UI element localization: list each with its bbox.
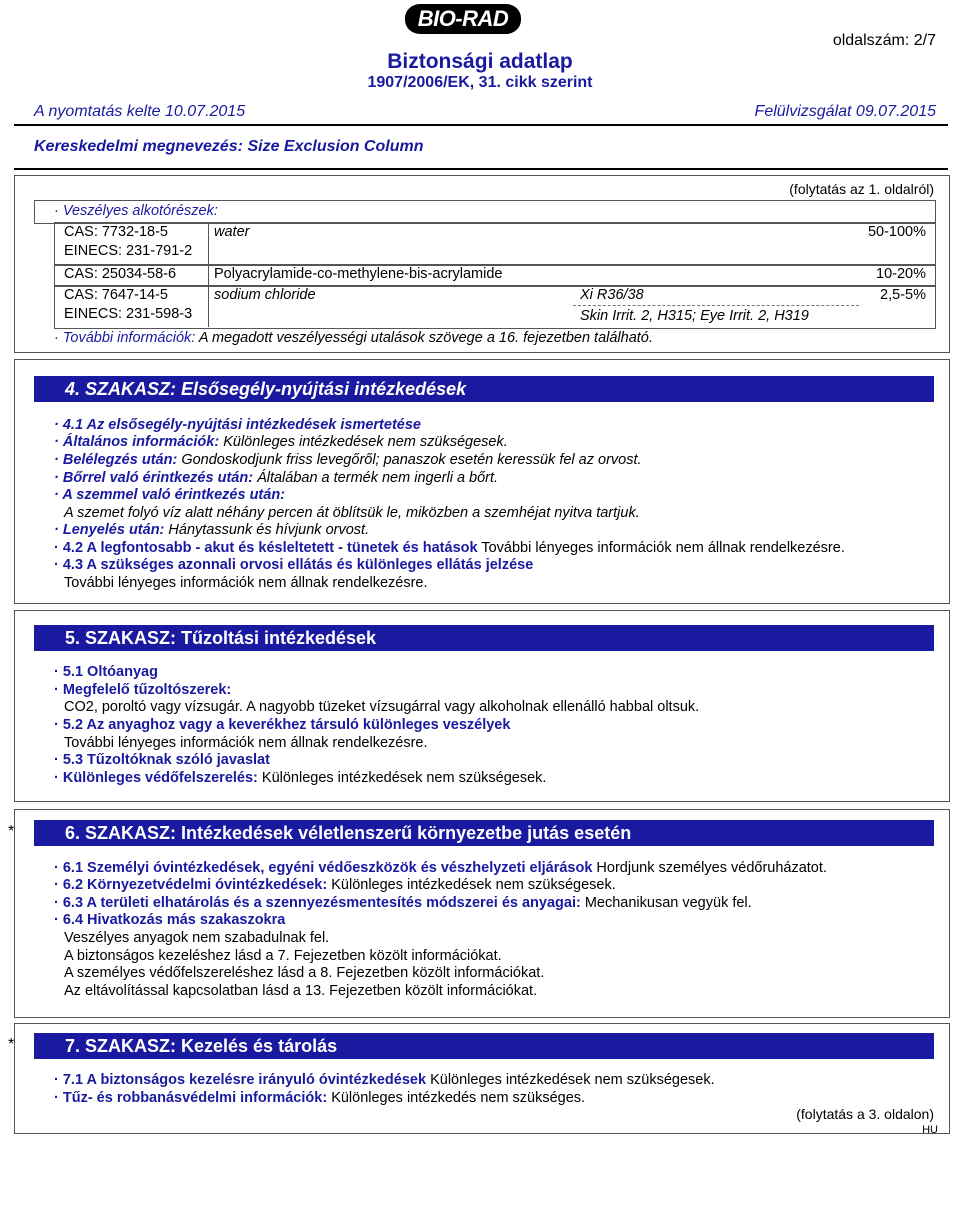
page-number: oldalszám: 2/7 — [832, 32, 936, 49]
s5-l3: CO2, poroltó vagy vízsugár. A nagyobb tüzeket vízsugárral vagy alkoholnak ellenálló habbal oltsuk. — [64, 699, 700, 715]
s4-l8-label: · 4.2 A legfontosabb - akut és késleltetett - tünetek és hatások — [54, 540, 478, 556]
language-code: HU — [922, 1124, 938, 1136]
s6-l1-label: · 6.1 Személyi óvintézkedések, egyéni védőeszközök és vészhelyzeti eljárások — [54, 860, 593, 876]
s5-l2: · Megfelelő tűzoltószerek: — [54, 682, 232, 698]
s6-l2-label: · 6.2 Környezetvédelmi óvintézkedések: — [54, 877, 328, 893]
s4-l8-text: További lényeges információk nem állnak rendelkezésre. — [481, 540, 845, 556]
s4-l4-text: Általában a termék nem ingerli a bőrt. — [257, 470, 499, 486]
s6-l3-label: · 6.3 A területi elhatárolás és a szennyezésmentesítés módszerei és anyagai: — [54, 895, 581, 911]
cas-number: CAS: 25034-58-6 — [64, 266, 177, 282]
s6-l5: Veszélyes anyagok nem szabadulnak fel. — [64, 930, 330, 946]
s6-l4: · 6.4 Hivatkozás más szakaszokra — [54, 912, 286, 928]
section5-title: 5. SZAKASZ: Tűzoltási intézkedések — [34, 625, 934, 651]
document-subtitle: 1907/2006/EK, 31. cikk szerint — [367, 74, 593, 91]
cas-number: CAS: 7732-18-5 — [64, 224, 168, 240]
s6-l3-text: Mechanikusan vegyük fel. — [584, 895, 752, 911]
s4-l2-text: Különleges intézkedések nem szükségesek. — [223, 434, 508, 450]
document-title: Biztonsági adatlap — [387, 50, 573, 73]
einecs-number: EINECS: 231-598-3 — [64, 306, 193, 322]
s4-l1: · 4.1 Az elsősegély-nyújtási intézkedések ismertetése — [54, 417, 421, 433]
row-divider — [208, 264, 209, 285]
s6-l7: A személyes védőfelszereléshez lásd a 8. Fejezetben közölt információkat. — [64, 965, 545, 981]
s5-l4: · 5.2 Az anyaghoz vagy a keverékhez társuló különleges veszélyek — [54, 717, 511, 733]
component-percent: 10-20% — [876, 266, 926, 282]
s4-l3-label: · Belélegzés után: — [54, 452, 178, 468]
s4-l5: · A szemmel való érintkezés után: — [54, 487, 286, 503]
bio-rad-logo: BIO-RAD — [405, 4, 521, 34]
section6-title: 6. SZAKASZ: Intézkedések véletlenszerű környezetbe jutás esetén — [34, 820, 934, 846]
cas-number: CAS: 7647-14-5 — [64, 287, 168, 303]
header-divider — [14, 124, 948, 126]
trade-name: Kereskedelmi megnevezés: Size Exclusion Column — [34, 138, 424, 155]
print-date: A nyomtatás kelte 10.07.2015 — [34, 103, 246, 120]
s7-l2-label: · Tűz- és robbanásvédelmi információk: — [54, 1090, 328, 1106]
section4-title: 4. SZAKASZ: Elsősegély-nyújtási intézkedések — [34, 376, 934, 402]
s4-l2-label: · Általános információk: — [54, 434, 220, 450]
further-info-label: · További információk: — [54, 330, 196, 346]
s5-l5: További lényeges információk nem állnak rendelkezésre. — [64, 735, 428, 751]
s4-l6: A szemet folyó víz alatt néhány percen át öblítsük le, miközben a szemhéjat nyitva tartjuk. — [64, 505, 640, 521]
s6-l8: Az eltávolítással kapcsolatban lásd a 13. Fejezetben közölt információkat. — [64, 983, 538, 999]
classification-clp: Skin Irrit. 2, H315; Eye Irrit. 2, H319 — [580, 308, 809, 324]
component-percent: 2,5-5% — [880, 287, 926, 303]
einecs-number: EINECS: 231-791-2 — [64, 243, 193, 259]
revision-date: Felülvizsgálat 09.07.2015 — [754, 103, 936, 120]
s4-l10: További lényeges információk nem állnak rendelkezésre. — [64, 575, 428, 591]
s5-l1: · 5.1 Oltóanyag — [54, 664, 158, 680]
hazard-heading: · Veszélyes alkotórészek: — [54, 203, 218, 219]
component-name: water — [214, 224, 250, 240]
s6-l6: A biztonságos kezeléshez lásd a 7. Fejezetben közölt információkat. — [64, 948, 502, 964]
s4-l7-label: · Lenyelés után: — [54, 522, 165, 538]
s7-l1-text: Különleges intézkedések nem szükségesek. — [430, 1072, 715, 1088]
s5-l7-label: · Különleges védőfelszerelés: — [54, 770, 258, 786]
section7-title: 7. SZAKASZ: Kezelés és tárolás — [34, 1033, 934, 1059]
classification-dsd: Xi R36/38 — [580, 287, 644, 303]
s4-l9: · 4.3 A szükséges azonnali orvosi ellátás és különleges ellátás jelzése — [54, 557, 534, 573]
s6-l2-text: Különleges intézkedések nem szükségesek. — [331, 877, 616, 893]
continued-to: (folytatás a 3. oldalon) — [796, 1106, 934, 1122]
s4-l4-label: · Bőrrel való érintkezés után: — [54, 470, 254, 486]
tradename-divider — [14, 168, 948, 170]
s7-l2-text: Különleges intézkedés nem szükséges. — [331, 1090, 586, 1106]
s5-l7-text: Különleges intézkedések nem szükségesek. — [261, 770, 547, 786]
classification-divider — [573, 305, 859, 306]
s5-l6: · 5.3 Tűzoltóknak szóló javaslat — [54, 752, 270, 768]
s4-l7-text: Hánytassunk és hívjunk orvost. — [168, 522, 370, 538]
component-percent: 50-100% — [867, 224, 926, 240]
row-divider — [208, 222, 209, 264]
s6-l1-text: Hordjunk személyes védőruházatot. — [596, 860, 827, 876]
change-marker: * — [8, 823, 15, 840]
component-name: sodium chloride — [214, 287, 316, 303]
further-info-text: A megadott veszélyességi utalások szövege a 16. fejezetben található. — [198, 330, 653, 346]
s7-l1-label: · 7.1 A biztonságos kezelésre irányuló óvintézkedések — [54, 1072, 427, 1088]
continued-from: (folytatás az 1. oldalról) — [789, 181, 934, 197]
component-name: Polyacrylamide-co-methylene-bis-acrylamide — [214, 266, 503, 282]
change-marker: * — [8, 1036, 15, 1053]
row-divider — [208, 285, 209, 327]
s4-l3-text: Gondoskodjunk friss levegőről; panaszok esetén keressük fel az orvost. — [181, 452, 642, 468]
